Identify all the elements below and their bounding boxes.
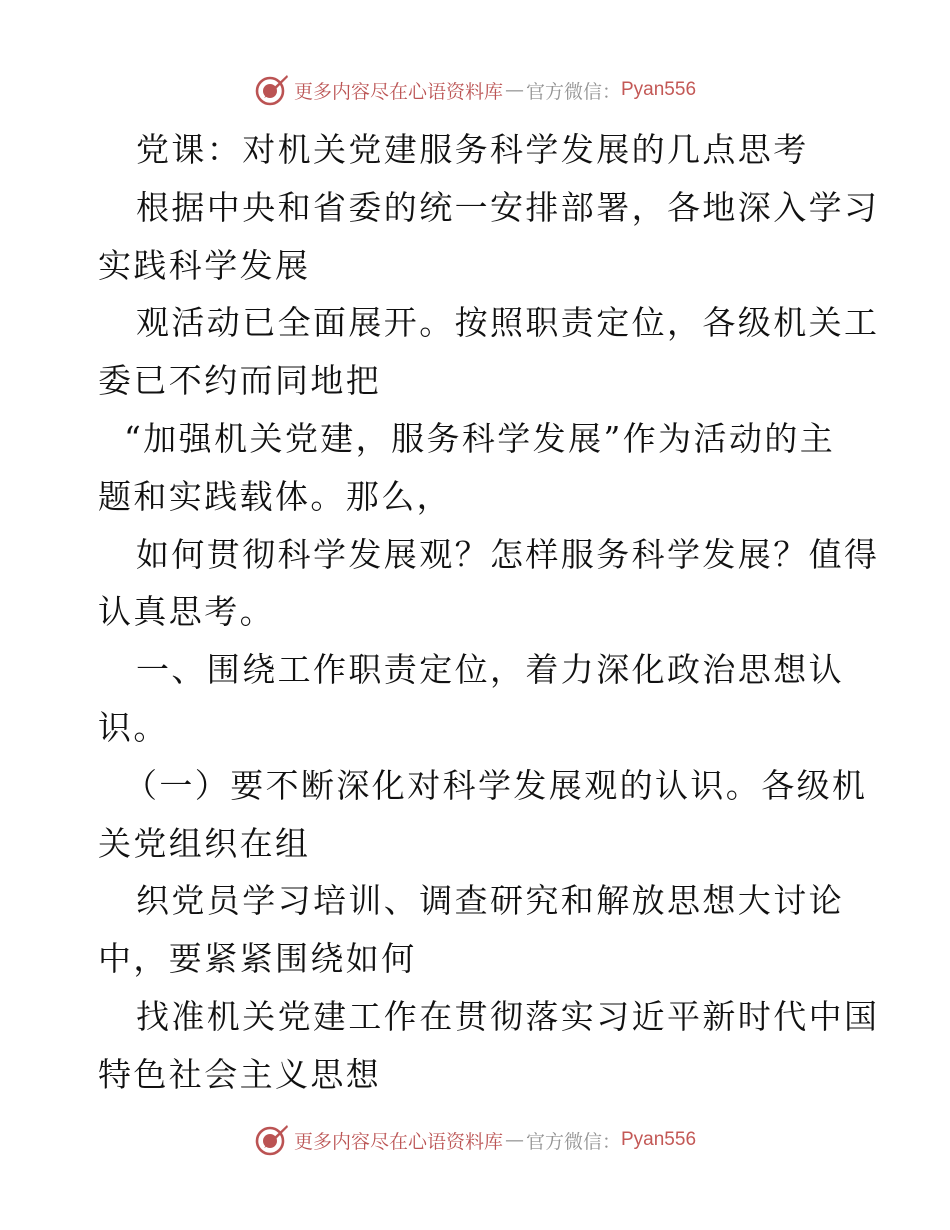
paragraph-line: 委已不约而同地把 — [98, 361, 382, 401]
header-watermark — [0, 70, 950, 110]
paragraph-line: 根据中央和省委的统一安排部署，各地深入学习 — [136, 187, 880, 227]
watermark-wechat-id: Pyan556 — [621, 79, 697, 100]
paragraph-line: 特色社会主义思想 — [98, 1054, 382, 1094]
paragraph-line: “加强机关党建，服务科学发展”作为活动的主 — [124, 418, 836, 458]
watermark-dash: — — [504, 1129, 524, 1151]
paragraph-line: 织党员学习培训、调查研究和解放思想大讨论 — [136, 881, 844, 921]
pen-circle-logo-icon — [254, 72, 290, 108]
document-title: 党课：对机关党建服务科学发展的几点思考 — [136, 130, 809, 169]
watermark-dash: — — [504, 79, 524, 101]
watermark-official-label: 官方微信： — [525, 80, 621, 103]
paragraph-line: 如何贯彻科学发展观？怎样服务科学发展？值得 — [136, 534, 880, 574]
paragraph-line: 找准机关党建工作在贯彻落实习近平新时代中国 — [136, 996, 880, 1036]
paragraph-line: 认真思考。 — [98, 592, 275, 632]
subsection-heading-line: （一）要不断深化对科学发展观的认识。各级机 — [124, 765, 868, 805]
watermark-official-label: 官方微信： — [525, 1130, 621, 1153]
paragraph-line: 关党组织在组 — [98, 823, 311, 863]
pen-circle-logo-icon — [254, 1122, 290, 1158]
section-heading-line: 一、围绕工作职责定位，着力深化政治思想认 — [136, 650, 844, 690]
watermark-wechat-id: Pyan556 — [621, 1129, 697, 1150]
section-heading-line: 识。 — [98, 707, 169, 747]
document-body — [98, 121, 880, 1104]
watermark-text: 更多内容尽在心语资料库 — [293, 1130, 503, 1153]
paragraph-line: 中，要紧紧围绕如何 — [98, 939, 417, 979]
paragraph-line: 实践科学发展 — [98, 245, 311, 285]
paragraph-line: 观活动已全面展开。按照职责定位，各级机关工 — [136, 303, 880, 343]
paragraph-line: 题和实践载体。那么， — [98, 476, 452, 516]
watermark-text: 更多内容尽在心语资料库 — [293, 80, 503, 103]
footer-watermark — [0, 1120, 950, 1160]
